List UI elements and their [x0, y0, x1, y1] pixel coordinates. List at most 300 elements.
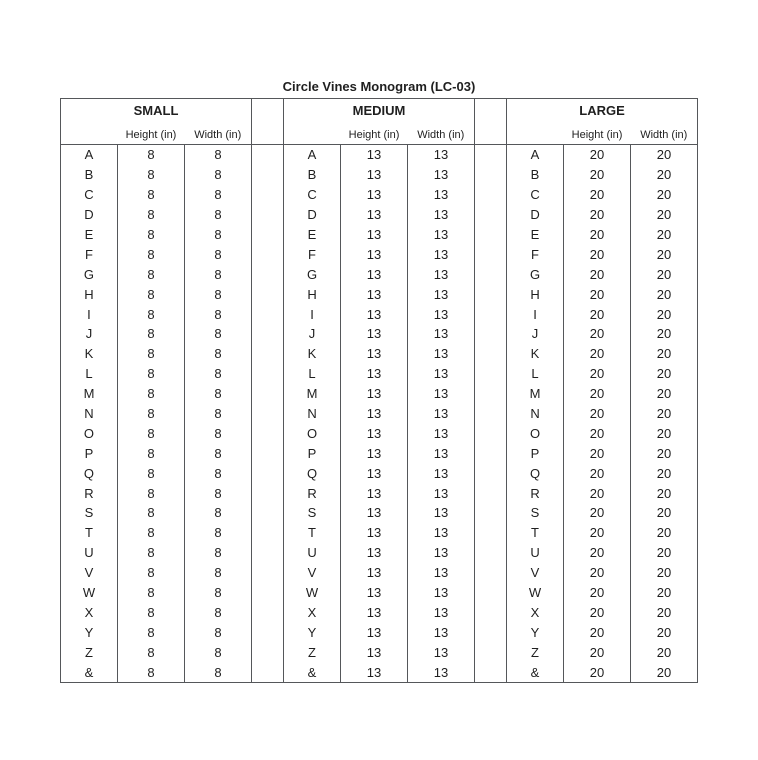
column-spacer — [475, 404, 507, 424]
table-row — [60, 264, 697, 284]
letter-cell: I — [310, 306, 314, 322]
width-cell: 20 — [631, 244, 698, 264]
height-cell: 20 — [564, 543, 631, 563]
column-spacer — [475, 503, 507, 523]
width-cell: 8 — [184, 284, 251, 304]
sub-header-row — [60, 122, 697, 145]
letter-cell: F — [85, 246, 93, 262]
height-cell: 13 — [341, 284, 408, 304]
letter-cell: B — [530, 167, 540, 183]
column-spacer — [475, 543, 507, 563]
letter-cell: Q — [83, 465, 95, 481]
letter-cell: M — [529, 386, 541, 402]
height-cell: 13 — [341, 264, 408, 284]
letter-cell: W — [82, 585, 96, 601]
height-cell: 13 — [341, 622, 408, 642]
table-row — [60, 364, 697, 384]
width-cell: 20 — [631, 583, 698, 603]
column-spacer — [252, 622, 284, 642]
column-spacer — [252, 344, 284, 364]
height-cell: 8 — [117, 344, 184, 364]
width-cell: 8 — [184, 384, 251, 404]
height-cell: 20 — [564, 264, 631, 284]
letter-cell: K — [307, 346, 317, 362]
column-spacer — [475, 443, 507, 463]
width-cell: 13 — [408, 364, 475, 384]
page-title: Circle Vines Monogram (LC-03) — [282, 79, 476, 94]
height-cell: 20 — [564, 284, 631, 304]
table-row — [60, 662, 697, 682]
width-cell: 20 — [631, 463, 698, 483]
letter-cell: U — [84, 545, 94, 561]
letter-cell: N — [530, 406, 540, 422]
width-cell: 20 — [631, 563, 698, 583]
width-cell: 13 — [408, 523, 475, 543]
letter-cell: H — [307, 286, 317, 302]
column-spacer — [475, 225, 507, 245]
width-cell: 20 — [631, 543, 698, 563]
width-cell: 8 — [184, 543, 251, 563]
column-spacer — [252, 284, 284, 304]
height-cell: 13 — [341, 185, 408, 205]
letter-cell: P — [530, 445, 540, 461]
letter-cell: S — [307, 505, 317, 521]
table-row — [60, 602, 697, 622]
width-cell: 20 — [631, 423, 698, 443]
height-cell: 8 — [117, 384, 184, 404]
width-cell: 20 — [631, 602, 698, 622]
column-spacer — [475, 284, 507, 304]
column-spacer — [252, 404, 284, 424]
letter-cell: S — [84, 505, 94, 521]
height-cell: 20 — [564, 563, 631, 583]
column-spacer — [475, 324, 507, 344]
letter-cell: F — [531, 246, 539, 262]
letter-cell: A — [84, 147, 94, 163]
height-cell: 13 — [341, 583, 408, 603]
column-spacer — [252, 225, 284, 245]
width-cell: 8 — [184, 602, 251, 622]
column-spacer — [252, 122, 284, 145]
height-cell: 20 — [564, 642, 631, 662]
width-cell: 20 — [631, 304, 698, 324]
height-cell: 8 — [117, 304, 184, 324]
letter-cell: G — [306, 266, 318, 282]
height-cell: 13 — [341, 205, 408, 225]
letter-cell: R — [84, 485, 94, 501]
letter-cell: R — [530, 485, 540, 501]
column-spacer — [475, 483, 507, 503]
width-cell: 8 — [184, 304, 251, 324]
height-cell: 13 — [341, 443, 408, 463]
letter-cell: E — [530, 227, 540, 242]
width-cell: 8 — [184, 344, 251, 364]
width-cell: 13 — [408, 324, 475, 344]
column-spacer — [252, 145, 284, 165]
width-cell: 13 — [408, 503, 475, 523]
letter-cell: T — [85, 525, 93, 541]
height-cell: 13 — [341, 563, 408, 583]
height-cell: 8 — [117, 503, 184, 523]
width-cell: 8 — [184, 423, 251, 443]
column-spacer — [252, 205, 284, 225]
letter-cell: M — [83, 386, 95, 402]
height-cell: 20 — [564, 523, 631, 543]
width-cell: 20 — [631, 324, 698, 344]
height-cell: 8 — [117, 602, 184, 622]
table-row — [60, 185, 697, 205]
column-spacer — [475, 244, 507, 264]
column-spacer — [475, 384, 507, 404]
column-spacer — [252, 563, 284, 583]
letter-cell: J — [85, 326, 93, 342]
height-cell: 20 — [564, 324, 631, 344]
height-cell: 20 — [564, 483, 631, 503]
letter-cell: V — [307, 565, 317, 581]
letter-cell: V — [530, 565, 540, 581]
width-cell: 8 — [184, 622, 251, 642]
letter-cell: O — [83, 425, 95, 441]
letter-cell: T — [308, 525, 316, 541]
column-spacer — [252, 324, 284, 344]
height-cell: 8 — [117, 523, 184, 543]
width-cell: 20 — [631, 404, 698, 424]
height-cell: 13 — [341, 543, 408, 563]
letter-cell: T — [531, 525, 539, 541]
width-cell: 8 — [184, 404, 251, 424]
height-cell: 8 — [117, 463, 184, 483]
width-cell: 20 — [631, 145, 698, 165]
table-row — [60, 165, 697, 185]
height-cell: 13 — [341, 503, 408, 523]
width-cell: 20 — [631, 503, 698, 523]
height-cell: 13 — [341, 165, 408, 185]
column-spacer — [475, 122, 507, 145]
letter-cell: Y — [307, 624, 317, 640]
height-cell: 13 — [341, 344, 408, 364]
letter-cell: V — [84, 565, 94, 581]
height-cell: 8 — [117, 662, 184, 682]
height-cell: 20 — [564, 463, 631, 483]
column-spacer — [252, 523, 284, 543]
height-cell: 20 — [564, 344, 631, 364]
width-cell: 13 — [408, 344, 475, 364]
letter-cell: E — [84, 227, 94, 242]
height-cell: 20 — [564, 165, 631, 185]
column-spacer — [252, 364, 284, 384]
table-row — [60, 463, 697, 483]
width-cell: 8 — [184, 205, 251, 225]
column-spacer — [475, 99, 507, 123]
width-cell: 8 — [184, 185, 251, 205]
letter-cell: X — [84, 604, 94, 620]
table-row — [60, 244, 697, 264]
column-spacer — [252, 304, 284, 324]
medium-width-header: Width (in) — [408, 122, 475, 145]
width-cell: 13 — [408, 145, 475, 165]
height-cell: 8 — [117, 583, 184, 603]
letter-cell: C — [307, 187, 317, 203]
height-cell: 20 — [564, 145, 631, 165]
height-cell: 13 — [341, 225, 408, 245]
height-cell: 8 — [117, 364, 184, 384]
table-row — [60, 563, 697, 583]
height-cell: 20 — [564, 583, 631, 603]
letter-cell: R — [307, 485, 317, 501]
height-cell: 8 — [117, 165, 184, 185]
width-cell: 13 — [408, 264, 475, 284]
column-spacer — [252, 583, 284, 603]
height-cell: 8 — [117, 642, 184, 662]
letter-cell: D — [84, 207, 94, 223]
width-cell: 13 — [408, 165, 475, 185]
width-cell: 20 — [631, 662, 698, 682]
large-width-header: Width (in) — [631, 122, 698, 145]
table-row — [60, 543, 697, 563]
width-cell: 13 — [408, 225, 475, 245]
height-cell: 20 — [564, 622, 631, 642]
letter-cell: W — [305, 585, 319, 601]
height-cell: 20 — [564, 423, 631, 443]
letter-cell: B — [307, 167, 317, 183]
table-row — [60, 384, 697, 404]
height-cell: 8 — [117, 185, 184, 205]
height-cell: 8 — [117, 622, 184, 642]
height-cell: 8 — [117, 244, 184, 264]
letter-cell: C — [84, 187, 94, 203]
width-cell: 8 — [184, 145, 251, 165]
width-cell: 8 — [184, 523, 251, 543]
height-cell: 8 — [117, 205, 184, 225]
height-cell: 8 — [117, 543, 184, 563]
width-cell: 13 — [408, 443, 475, 463]
column-spacer — [475, 344, 507, 364]
height-cell: 13 — [341, 244, 408, 264]
table-row — [60, 205, 697, 225]
width-cell: 13 — [408, 463, 475, 483]
height-cell: 8 — [117, 225, 184, 245]
column-spacer — [252, 423, 284, 443]
letter-cell: O — [529, 425, 541, 441]
width-cell: 13 — [408, 483, 475, 503]
letter-cell: M — [306, 386, 318, 402]
letter-cell: G — [529, 266, 541, 282]
width-cell: 13 — [408, 205, 475, 225]
table-row — [60, 483, 697, 503]
height-cell: 20 — [564, 205, 631, 225]
width-cell: 8 — [184, 324, 251, 344]
width-cell: 20 — [631, 185, 698, 205]
width-cell: 8 — [184, 244, 251, 264]
letter-cell: Y — [84, 624, 94, 640]
width-cell: 20 — [631, 443, 698, 463]
letter-cell: U — [307, 545, 317, 561]
letter-cell: E — [307, 227, 317, 242]
width-cell: 13 — [408, 304, 475, 324]
group-header-large: LARGE — [579, 103, 625, 118]
width-cell: 13 — [408, 642, 475, 662]
width-cell: 20 — [631, 364, 698, 384]
letter-cell: N — [84, 406, 94, 422]
width-cell: 20 — [631, 165, 698, 185]
table-row — [60, 622, 697, 642]
letter-cell: G — [83, 266, 95, 282]
small-height-header: Height (in) — [117, 122, 184, 145]
width-cell: 8 — [184, 503, 251, 523]
column-spacer — [252, 264, 284, 284]
column-spacer — [475, 642, 507, 662]
width-cell: 20 — [631, 483, 698, 503]
column-spacer — [252, 384, 284, 404]
table-row — [60, 443, 697, 463]
letter-cell: & — [84, 664, 94, 680]
letter-cell: Z — [85, 644, 93, 660]
height-cell: 13 — [341, 463, 408, 483]
letter-cell: A — [307, 147, 317, 163]
column-spacer — [252, 503, 284, 523]
table-row — [60, 642, 697, 662]
letter-cell: P — [84, 445, 94, 461]
width-cell: 8 — [184, 483, 251, 503]
column-spacer — [252, 662, 284, 682]
height-cell: 8 — [117, 443, 184, 463]
column-spacer — [475, 205, 507, 225]
column-spacer — [252, 99, 284, 123]
letter-cell: L — [85, 366, 93, 382]
group-header-medium: MEDIUM — [352, 103, 406, 118]
column-spacer — [252, 244, 284, 264]
height-cell: 20 — [564, 304, 631, 324]
letter-cell: W — [528, 585, 542, 601]
height-cell: 13 — [341, 324, 408, 344]
letter-cell: K — [84, 346, 94, 362]
medium-height-header: Height (in) — [341, 122, 408, 145]
height-cell: 20 — [564, 404, 631, 424]
height-cell: 13 — [341, 304, 408, 324]
width-cell: 13 — [408, 662, 475, 682]
table-row — [60, 344, 697, 364]
letter-column-header — [284, 122, 341, 145]
letter-cell: X — [307, 604, 317, 620]
letter-cell: D — [530, 207, 540, 223]
height-cell: 20 — [564, 225, 631, 245]
height-cell: 8 — [117, 284, 184, 304]
height-cell: 8 — [117, 264, 184, 284]
table-row — [60, 404, 697, 424]
width-cell: 8 — [184, 443, 251, 463]
letter-cell: K — [530, 346, 540, 362]
width-cell: 20 — [631, 284, 698, 304]
letter-cell: F — [308, 246, 316, 262]
width-cell: 8 — [184, 642, 251, 662]
table-row — [60, 284, 697, 304]
height-cell: 13 — [341, 364, 408, 384]
column-spacer — [475, 463, 507, 483]
width-cell: 13 — [408, 384, 475, 404]
letter-cell: D — [307, 207, 317, 223]
table-row — [60, 324, 697, 344]
width-cell: 20 — [631, 523, 698, 543]
table-row — [60, 304, 697, 324]
letter-cell: C — [530, 187, 540, 203]
width-cell: 13 — [408, 543, 475, 563]
column-spacer — [252, 543, 284, 563]
letter-cell: A — [530, 147, 540, 163]
width-cell: 8 — [184, 264, 251, 284]
height-cell: 8 — [117, 423, 184, 443]
height-cell: 20 — [564, 384, 631, 404]
letter-cell: J — [308, 326, 316, 342]
letter-cell: H — [84, 286, 94, 302]
letter-cell: S — [530, 505, 540, 521]
table-row — [60, 423, 697, 443]
height-cell: 8 — [117, 145, 184, 165]
letter-cell: B — [84, 167, 94, 183]
height-cell: 13 — [341, 483, 408, 503]
width-cell: 13 — [408, 563, 475, 583]
column-spacer — [475, 662, 507, 682]
width-cell: 13 — [408, 622, 475, 642]
width-cell: 20 — [631, 384, 698, 404]
column-spacer — [475, 364, 507, 384]
height-cell: 13 — [341, 384, 408, 404]
height-cell: 8 — [117, 324, 184, 344]
letter-cell: & — [530, 664, 540, 680]
column-spacer — [475, 423, 507, 443]
height-cell: 13 — [341, 145, 408, 165]
table-row — [60, 583, 697, 603]
width-cell: 8 — [184, 225, 251, 245]
width-cell: 20 — [631, 642, 698, 662]
table-body — [60, 145, 697, 683]
width-cell: 8 — [184, 165, 251, 185]
group-header-small: SMALL — [133, 103, 179, 118]
width-cell: 8 — [184, 463, 251, 483]
column-spacer — [475, 185, 507, 205]
height-cell: 20 — [564, 503, 631, 523]
width-cell: 13 — [408, 602, 475, 622]
column-spacer — [475, 264, 507, 284]
column-spacer — [252, 463, 284, 483]
column-spacer — [252, 165, 284, 185]
height-cell: 13 — [341, 642, 408, 662]
width-cell: 20 — [631, 622, 698, 642]
column-spacer — [475, 602, 507, 622]
width-cell: 20 — [631, 264, 698, 284]
width-cell: 8 — [184, 583, 251, 603]
height-cell: 20 — [564, 602, 631, 622]
small-width-header: Width (in) — [184, 122, 251, 145]
height-cell: 20 — [564, 244, 631, 264]
height-cell: 8 — [117, 404, 184, 424]
group-header-row — [60, 99, 697, 123]
column-spacer — [252, 602, 284, 622]
width-cell: 13 — [408, 244, 475, 264]
letter-cell: & — [307, 664, 317, 680]
height-cell: 13 — [341, 404, 408, 424]
width-cell: 8 — [184, 662, 251, 682]
column-spacer — [252, 642, 284, 662]
width-cell: 8 — [184, 364, 251, 384]
height-cell: 8 — [117, 483, 184, 503]
column-spacer — [252, 185, 284, 205]
letter-column-header — [60, 122, 117, 145]
height-cell: 13 — [341, 423, 408, 443]
letter-cell: J — [531, 326, 539, 342]
letter-cell: Q — [306, 465, 318, 481]
letter-cell: Q — [529, 465, 541, 481]
column-spacer — [252, 443, 284, 463]
